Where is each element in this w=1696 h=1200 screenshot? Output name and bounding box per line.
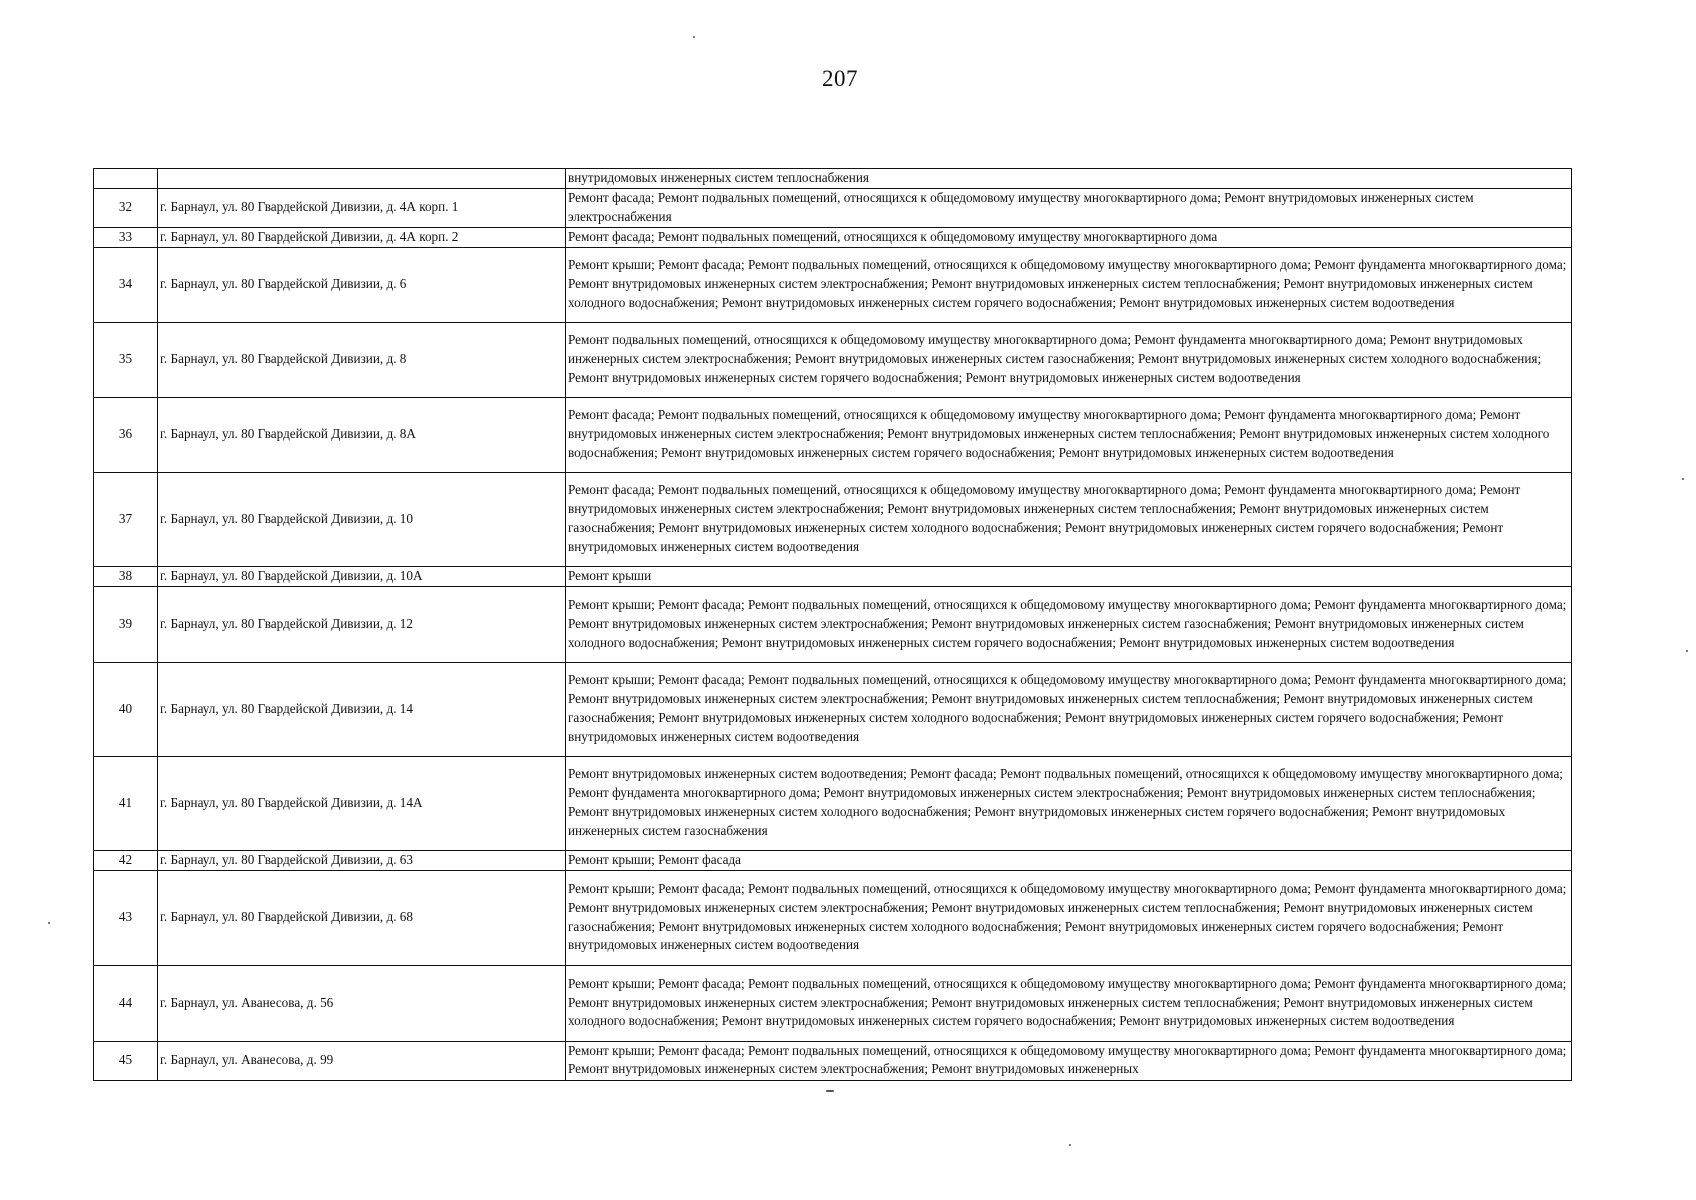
- address-cell: г. Барнаул, ул. 80 Гвардейской Дивизии, д. 10: [158, 472, 566, 566]
- works-text: Ремонт крыши; Ремонт фасада; Ремонт подвальных помещений, относящихся к общедомовому имуществу многоквартирного дома; Ремонт фундамента многоквартирного дома; Ремонт внутридомовых инженерных систем электроснабжения; Ремонт внутридомовых инженерных систем газоснабжения; Ремонт внутридомовых инженерных систем холодного водоснабжения; Ремонт внутридомовых инженерных систем горячего водоснабжения; Ремонт внутридомовых инженерных систем водоотведения: [568, 596, 1567, 650]
- works-cell: [566, 756, 1572, 850]
- table-row: [94, 870, 1572, 965]
- table-row: [94, 247, 1572, 322]
- address-cell: г. Барнаул, ул. 80 Гвардейской Дивизии, д. 8А: [158, 397, 566, 472]
- table-row: [94, 662, 1572, 756]
- works-cell: [566, 169, 1572, 189]
- works-text: Ремонт крыши; Ремонт фасада; Ремонт подвальных помещений, относящихся к общедомовому имуществу многоквартирного дома; Ремонт фундамента многоквартирного дома; Ремонт внутридомовых инженерных систем электроснабжения; Ремонт внутридомовых инженерных систем теплоснабжения; Ремонт внутридомовых инженерных систем холодного водоснабжения; Ремонт внутридомовых инженерных систем горячего водоснабжения; Ремонт внутридомовых инженерных систем водоотведения: [568, 975, 1567, 1029]
- address-cell: г. Барнаул, ул. Аванесова, д. 99: [158, 1041, 566, 1080]
- row-number: 36: [94, 397, 158, 472]
- address-cell: г. Барнаул, ул. 80 Гвардейской Дивизии, д. 10А: [158, 566, 566, 586]
- address-cell: г. Барнаул, ул. 80 Гвардейской Дивизии, д. 4А корп. 2: [158, 227, 566, 247]
- scan-speck: [1686, 650, 1688, 652]
- table-row: [94, 566, 1572, 586]
- works-text: Ремонт крыши; Ремонт фасада; Ремонт подвальных помещений, относящихся к общедомовому имуществу многоквартирного дома; Ремонт фундамента многоквартирного дома; Ремонт внутридомовых инженерных систем электроснабжения; Ремонт внутридомовых инженерных систем теплоснабжения; Ремонт внутридомовых инженерных систем газоснабжения; Ремонт внутридомовых инженерных систем холодного водоснабжения; Ремонт внутридомовых инженерных систем горячего водоснабжения; Ремонт внутридомовых инженерных систем водоотведения: [568, 880, 1567, 953]
- works-text: Ремонт крыши; Ремонт фасада; Ремонт подвальных помещений, относящихся к общедомовому имуществу многоквартирного дома; Ремонт фундамента многоквартирного дома; Ремонт внутридомовых инженерных систем электроснабжения; Ремонт внутридомовых инженерных: [568, 1042, 1567, 1077]
- address-cell: г. Барнаул, ул. 80 Гвардейской Дивизии, д. 12: [158, 586, 566, 662]
- table-row: [94, 227, 1572, 247]
- row-number: 39: [94, 586, 158, 662]
- table-body: [94, 169, 1572, 1081]
- table-row: [94, 965, 1572, 1041]
- works-text: Ремонт подвальных помещений, относящихся к общедомовому имуществу многоквартирного дома; Ремонт фундамента многоквартирного дома; Ремонт внутридомовых инженерных систем электроснабжения; Ремонт внутридомовых инженерных систем газоснабжения; Ремонт внутридомовых инженерных систем холодного водоснабжения; Ремонт внутридомовых инженерных систем горячего водоснабжения; Ремонт внутридомовых инженерных систем водоотведения: [568, 332, 1542, 386]
- row-number: 33: [94, 227, 158, 247]
- scan-speck: [826, 1090, 834, 1092]
- works-cell: [566, 397, 1572, 472]
- works-cell: [566, 870, 1572, 965]
- works-text: Ремонт фасада; Ремонт подвальных помещений, относящихся к общедомовому имуществу многоквартирного дома; Ремонт внутридомовых инженерных систем электроснабжения: [568, 190, 1474, 224]
- works-text: Ремонт крыши: [568, 567, 652, 583]
- row-number: 44: [94, 965, 158, 1041]
- address-cell: г. Барнаул, ул. 80 Гвардейской Дивизии, д. 68: [158, 870, 566, 965]
- repair-works-table: [93, 168, 1572, 1081]
- table-row: [94, 850, 1572, 870]
- works-cell: [566, 965, 1572, 1041]
- scan-speck: [1069, 1144, 1071, 1146]
- row-number: 45: [94, 1041, 158, 1080]
- row-number: 32: [94, 189, 158, 228]
- works-cell: [566, 227, 1572, 247]
- address-cell: г. Барнаул, ул. Аванесова, д. 56: [158, 965, 566, 1041]
- works-text: Ремонт фасада; Ремонт подвальных помещений, относящихся к общедомовому имуществу многоквартирного дома: [568, 228, 1218, 244]
- address-cell: г. Барнаул, ул. 80 Гвардейской Дивизии, д. 14: [158, 662, 566, 756]
- row-number: [94, 169, 158, 189]
- scan-speck: [693, 36, 695, 38]
- table-row: [94, 322, 1572, 397]
- row-number: 41: [94, 756, 158, 850]
- row-number: 37: [94, 472, 158, 566]
- works-text: Ремонт фасада; Ремонт подвальных помещений, относящихся к общедомовому имуществу многоквартирного дома; Ремонт фундамента многоквартирного дома; Ремонт внутридомовых инженерных систем электроснабжения; Ремонт внутридомовых инженерных систем теплоснабжения; Ремонт внутридомовых инженерных систем холодного водоснабжения; Ремонт внутридомовых инженерных систем горячего водоснабжения; Ремонт внутридомовых инженерных систем водоотведения: [568, 407, 1550, 461]
- row-number: 43: [94, 870, 158, 965]
- table-row: [94, 1041, 1572, 1080]
- works-text: Ремонт крыши; Ремонт фасада; Ремонт подвальных помещений, относящихся к общедомовому имуществу многоквартирного дома; Ремонт фундамента многоквартирного дома; Ремонт внутридомовых инженерных систем электроснабжения; Ремонт внутридомовых инженерных систем теплоснабжения; Ремонт внутридомовых инженерных систем газоснабжения; Ремонт внутридомовых инженерных систем холодного водоснабжения; Ремонт внутридомовых инженерных систем горячего водоснабжения; Ремонт внутридомовых инженерных систем водоотведения: [568, 672, 1567, 745]
- works-cell: [566, 189, 1572, 228]
- address-cell: г. Барнаул, ул. 80 Гвардейской Дивизии, д. 14А: [158, 756, 566, 850]
- table-row: [94, 472, 1572, 566]
- row-number: 34: [94, 247, 158, 322]
- works-cell: [566, 1041, 1572, 1080]
- works-cell: [566, 850, 1572, 870]
- address-cell: г. Барнаул, ул. 80 Гвардейской Дивизии, д. 8: [158, 322, 566, 397]
- page-number: 207: [822, 66, 858, 91]
- row-number: 35: [94, 322, 158, 397]
- works-cell: [566, 322, 1572, 397]
- works-text: Ремонт внутридомовых инженерных систем водоотведения; Ремонт фасада; Ремонт подвальных помещений, относящихся к общедомовому имуществу многоквартирного дома; Ремонт фундамента многоквартирного дома; Ремонт внутридомовых инженерных систем электроснабжения; Ремонт внутридомовых инженерных систем теплоснабжения; Ремонт внутридомовых инженерных систем холодного водоснабжения; Ремонт внутридомовых инженерных систем горячего водоснабжения; Ремонт внутридомовых инженерных систем газоснабжения: [568, 766, 1563, 839]
- scan-speck: [48, 922, 50, 924]
- works-text: Ремонт крыши; Ремонт фасада; Ремонт подвальных помещений, относящихся к общедомовому имуществу многоквартирного дома; Ремонт фундамента многоквартирного дома; Ремонт внутридомовых инженерных систем электроснабжения; Ремонт внутридомовых инженерных систем теплоснабжения; Ремонт внутридомовых инженерных систем холодного водоснабжения; Ремонт внутридомовых инженерных систем горячего водоснабжения; Ремонт внутридомовых инженерных систем водоотведения: [568, 257, 1567, 311]
- works-cell: [566, 586, 1572, 662]
- address-cell: г. Барнаул, ул. 80 Гвардейской Дивизии, д. 4А корп. 1: [158, 189, 566, 228]
- table-row: [94, 397, 1572, 472]
- scan-speck: [1682, 478, 1684, 480]
- address-cell: г. Барнаул, ул. 80 Гвардейской Дивизии, д. 63: [158, 850, 566, 870]
- row-number: 38: [94, 566, 158, 586]
- works-text: Ремонт фасада; Ремонт подвальных помещений, относящихся к общедомовому имуществу многоквартирного дома; Ремонт фундамента многоквартирного дома; Ремонт внутридомовых инженерных систем электроснабжения; Ремонт внутридомовых инженерных систем теплоснабжения; Ремонт внутридомовых инженерных систем газоснабжения; Ремонт внутридомовых инженерных систем холодного водоснабжения; Ремонт внутридомовых инженерных систем горячего водоснабжения; Ремонт внутридомовых инженерных систем водоотведения: [568, 482, 1521, 555]
- works-cell: [566, 662, 1572, 756]
- row-number: 40: [94, 662, 158, 756]
- row-number: 42: [94, 850, 158, 870]
- works-cell: [566, 566, 1572, 586]
- table-row: [94, 189, 1572, 228]
- works-cell: [566, 247, 1572, 322]
- table-row: [94, 586, 1572, 662]
- works-text: внутридомовых инженерных систем теплоснабжения: [568, 170, 869, 186]
- address-cell: г. Барнаул, ул. 80 Гвардейской Дивизии, д. 6: [158, 247, 566, 322]
- works-text: Ремонт крыши; Ремонт фасада: [568, 851, 742, 867]
- works-cell: [566, 472, 1572, 566]
- table-row: [94, 756, 1572, 850]
- address-cell: [158, 169, 566, 189]
- table-row: [94, 169, 1572, 189]
